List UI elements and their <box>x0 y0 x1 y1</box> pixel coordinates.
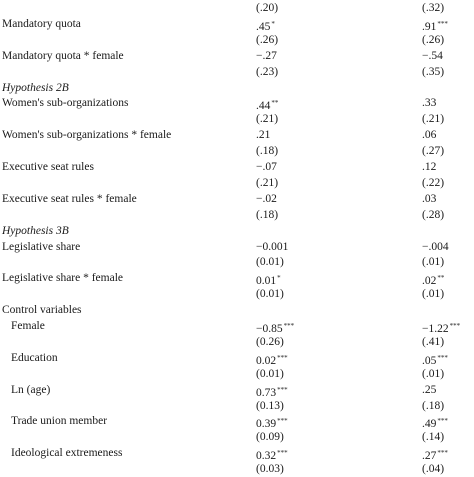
coefficient-value: .27 <box>422 450 437 462</box>
standard-error-row <box>0 286 474 302</box>
model-2-cell <box>422 48 443 64</box>
model-1-cell <box>256 366 284 382</box>
coefficient-value: −.54 <box>422 50 443 62</box>
significance-stars: ** <box>437 274 445 282</box>
coefficient-value: (.18) <box>422 400 445 412</box>
model-1-cell <box>256 254 284 270</box>
variable-row <box>0 318 474 334</box>
standard-error-row <box>0 175 474 191</box>
model-1-cell <box>256 127 270 143</box>
significance-stars: * <box>277 274 281 282</box>
model-2-cell <box>422 334 444 350</box>
coefficient-value: −0.85 <box>256 323 283 335</box>
standard-error-row <box>0 429 474 445</box>
model-1-cell <box>256 461 284 477</box>
coefficient-value: 0.32 <box>256 450 277 462</box>
standard-error-row <box>0 398 474 414</box>
significance-stars: *** <box>437 20 448 28</box>
coefficient-value: (0.01) <box>256 288 284 300</box>
coefficient-value: .49 <box>422 418 437 430</box>
variable-row <box>0 413 474 429</box>
coefficient-value: (.21) <box>256 113 279 125</box>
model-2-cell <box>422 286 444 302</box>
coefficient-value: (0.26) <box>256 336 284 348</box>
model-2-cell <box>422 239 449 255</box>
model-1-cell <box>256 207 278 223</box>
row-label: Women's sub-organizations <box>2 97 129 109</box>
model-1-cell <box>256 175 278 191</box>
model-1-cell <box>256 64 278 80</box>
coefficient-value: (.21) <box>256 177 279 189</box>
model-2-cell <box>422 398 444 414</box>
coefficient-value: .06 <box>422 129 437 141</box>
coefficient-value: (.41) <box>422 336 445 348</box>
coefficient-value: (0.13) <box>256 400 284 412</box>
standard-error-row <box>0 0 474 16</box>
model-2-cell <box>422 382 436 398</box>
coefficient-value: (.22) <box>422 177 445 189</box>
significance-stars: *** <box>277 449 288 457</box>
coefficient-value: (.01) <box>422 368 445 380</box>
standard-error-row <box>0 207 474 223</box>
row-label: Education <box>11 352 58 364</box>
coefficient-value: .44 <box>256 100 271 112</box>
coefficient-value: (.27) <box>422 145 445 157</box>
model-2-cell <box>422 111 444 127</box>
significance-stars: *** <box>277 354 288 362</box>
row-label: Women's sub-organizations * female <box>2 129 172 141</box>
coefficient-value: −.004 <box>422 241 449 253</box>
coefficient-value: .03 <box>422 193 437 205</box>
model-1-cell <box>256 143 278 159</box>
coefficient-value: (.14) <box>422 431 445 443</box>
coefficient-value: 0.01 <box>256 275 277 287</box>
coefficient-value: (.18) <box>256 145 279 157</box>
standard-error-row <box>0 64 474 80</box>
coefficient-value: 0.02 <box>256 355 277 367</box>
model-1-cell <box>256 159 277 175</box>
model-2-cell <box>422 207 444 223</box>
model-2-cell <box>422 461 444 477</box>
variable-row <box>0 270 474 286</box>
variable-row <box>0 239 474 255</box>
model-1-cell <box>256 398 284 414</box>
model-2-cell <box>422 175 444 191</box>
coefficient-value: .91 <box>422 21 437 33</box>
row-label: Hypothesis 2B <box>2 82 69 94</box>
model-2-cell <box>422 0 444 16</box>
model-2-cell <box>422 95 436 111</box>
coefficient-value: (0.03) <box>256 463 284 475</box>
coefficient-value: .45 <box>256 21 271 33</box>
model-1-cell <box>256 111 278 127</box>
coefficient-value: (0.01) <box>256 368 284 380</box>
model-1-cell <box>256 286 284 302</box>
section-heading-row <box>0 80 474 96</box>
coefficient-value: .33 <box>422 97 437 109</box>
variable-row <box>0 350 474 366</box>
model-2-cell <box>422 429 444 445</box>
section-heading-row <box>0 223 474 239</box>
coefficient-value: .21 <box>256 129 271 141</box>
model-2-cell <box>422 64 444 80</box>
coefficient-value: (.21) <box>422 113 445 125</box>
coefficient-value: (.04) <box>422 463 445 475</box>
row-label: Female <box>11 320 45 332</box>
coefficient-value: .25 <box>422 384 437 396</box>
standard-error-row <box>0 461 474 477</box>
model-1-cell <box>256 0 278 16</box>
variable-row <box>0 95 474 111</box>
significance-stars: ** <box>271 99 279 107</box>
significance-stars: *** <box>449 322 461 330</box>
coefficient-value: 0.39 <box>256 418 277 430</box>
row-label: Legislative share * female <box>2 272 124 284</box>
model-2-cell <box>422 366 444 382</box>
row-label: Control variables <box>2 304 82 316</box>
model-2-cell <box>422 191 436 207</box>
standard-error-row <box>0 366 474 382</box>
model-1-cell <box>256 429 284 445</box>
significance-stars: *** <box>283 322 295 330</box>
significance-stars: *** <box>437 417 448 425</box>
model-1-cell <box>256 32 278 48</box>
coefficient-value: (0.09) <box>256 431 284 443</box>
significance-stars: * <box>271 20 275 28</box>
variable-row <box>0 48 474 64</box>
variable-row <box>0 302 474 318</box>
coefficient-value: (.28) <box>422 209 445 221</box>
standard-error-row <box>0 32 474 48</box>
coefficient-value: (.26) <box>422 34 445 46</box>
coefficient-value: (.23) <box>256 66 279 78</box>
model-1-cell <box>256 48 277 64</box>
coefficient-value: −.27 <box>256 50 277 62</box>
model-2-cell <box>422 143 444 159</box>
coefficient-value: −0.001 <box>256 241 289 253</box>
significance-stars: *** <box>277 386 288 394</box>
variable-row <box>0 159 474 175</box>
model-2-cell <box>422 32 444 48</box>
coefficient-value: (.26) <box>256 34 279 46</box>
coefficient-value: (.01) <box>422 288 445 300</box>
coefficient-value: .12 <box>422 161 437 173</box>
coefficient-value: −.02 <box>256 193 277 205</box>
variable-row <box>0 382 474 398</box>
coefficient-value: (.35) <box>422 66 445 78</box>
row-label: Ln (age) <box>11 384 51 396</box>
coefficient-value: (.20) <box>256 2 279 14</box>
significance-stars: *** <box>277 417 288 425</box>
row-label: Ideological extremeness <box>11 447 123 459</box>
standard-error-row <box>0 143 474 159</box>
model-2-cell <box>422 127 436 143</box>
coefficient-value: (.01) <box>422 256 445 268</box>
model-2-cell <box>422 254 444 270</box>
coefficient-value: −1.22 <box>422 323 449 335</box>
row-label: Hypothesis 3B <box>2 225 69 237</box>
row-label: Executive seat rules * female <box>2 193 137 205</box>
model-2-cell <box>422 159 436 175</box>
row-label: Legislative share <box>2 241 81 253</box>
standard-error-row <box>0 334 474 350</box>
row-label: Mandatory quota <box>2 18 81 30</box>
variable-row <box>0 127 474 143</box>
standard-error-row <box>0 254 474 270</box>
model-1-cell <box>256 191 277 207</box>
model-1-cell <box>256 334 284 350</box>
coefficient-value: (.32) <box>422 2 445 14</box>
row-label: Mandatory quota * female <box>2 50 124 62</box>
variable-row <box>0 445 474 461</box>
coefficient-value: −.07 <box>256 161 277 173</box>
coefficient-value: (0.01) <box>256 256 284 268</box>
significance-stars: *** <box>437 354 448 362</box>
significance-stars: *** <box>437 449 448 457</box>
standard-error-row <box>0 111 474 127</box>
variable-row <box>0 191 474 207</box>
coefficient-value: 0.73 <box>256 387 277 399</box>
variable-row <box>0 16 474 32</box>
coefficient-value: .05 <box>422 355 437 367</box>
row-label: Executive seat rules <box>2 161 94 173</box>
row-label: Trade union member <box>11 415 108 427</box>
model-1-cell <box>256 239 288 255</box>
coefficient-value: .02 <box>422 275 437 287</box>
coefficient-value: (.18) <box>256 209 279 221</box>
